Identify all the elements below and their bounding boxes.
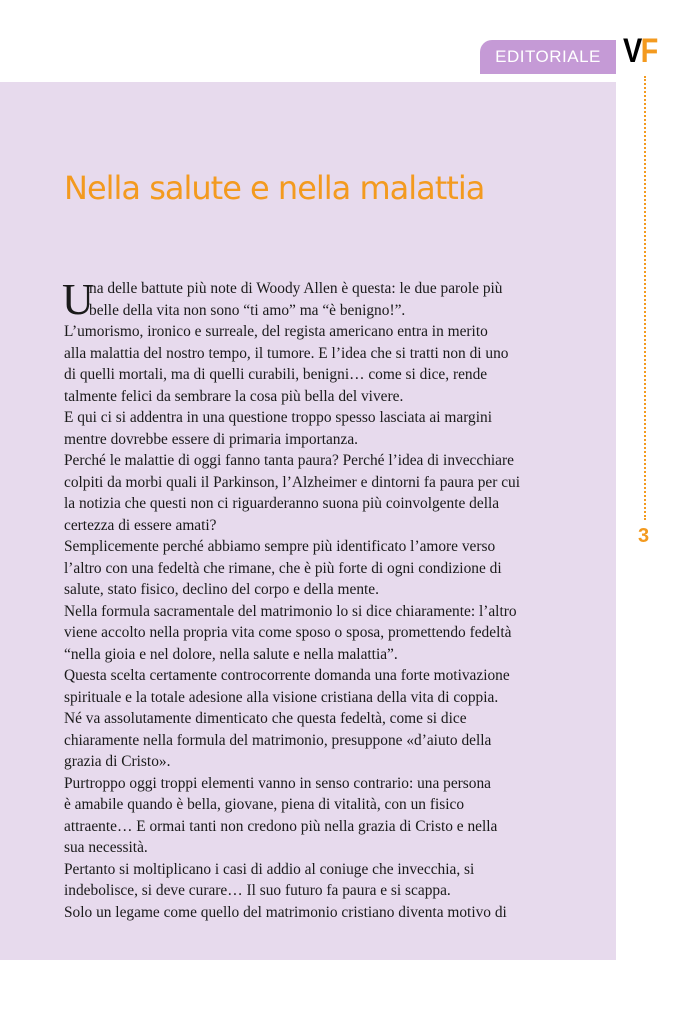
section-tab: EDITORIALE	[480, 40, 616, 74]
text-line: E qui ci si addentra in una questione troppo spesso lasciata ai margini	[64, 409, 492, 426]
text-line: Pertanto si moltiplicano i casi di addio al coniuge che invecchia, si	[64, 860, 475, 878]
text-line: viene accolto nella propria vita come sposo o sposa, promettendo fedeltà	[64, 624, 512, 641]
text-line: mentre dovrebbe essere di primaria importanza.	[64, 430, 359, 448]
opening-paragraph	[62, 275, 604, 324]
text-line: l’altro con una fedeltà che rimane, che è più forte di ogni condizione di	[64, 559, 502, 577]
text-line: Questa scelta certamente controcorrente domanda una forte motivazione	[64, 667, 510, 684]
text-line: na delle battute più note di Woody Allen è questa: le due parole più	[89, 280, 503, 297]
magazine-logo	[623, 34, 657, 68]
text-line: Purtroppo oggi troppi elementi vanno in senso contrario: una persona	[64, 774, 491, 792]
text-line: Nella formula sacramentale del matrimonio lo si dice chiaramente: l’altro	[64, 602, 517, 620]
text-line: Né va assolutamente dimenticato che questa fedeltà, come si dice	[64, 710, 467, 727]
text-line: alla malattia del nostro tempo, il tumore. E l’idea che si tratti non di uno	[64, 344, 509, 362]
logo-letter-v: V	[623, 32, 641, 70]
text-line: salute, stato fisico, declino del corpo e della mente.	[64, 581, 379, 598]
text-line: è amabile quando è bella, giovane, piena di vitalità, con un fisico	[64, 796, 465, 813]
text-line: Perché le malattie di oggi fanno tanta paura? Perché l’idea di invecchiare	[64, 452, 514, 469]
logo-letter-f: F	[640, 32, 657, 70]
text-line: Semplicemente perché abbiamo sempre più identificato l’amore verso	[64, 538, 496, 555]
text-line: chiaramente nella formula del matrimonio, presuppone «d’aiuto della	[64, 731, 492, 749]
text-line: grazia di Cristo».	[64, 753, 171, 770]
text-line: attraente… E ormai tanti non credono più nella grazia di Cristo e nella	[64, 817, 498, 835]
text-line: certezza di essere amati?	[64, 516, 217, 534]
text-line: di quelli mortali, ma di quelli curabili, benigni… come si dice, rende	[64, 366, 488, 383]
text-line: la notizia che questi non ci riguarderanno suona più coinvolgente della	[64, 495, 500, 512]
page-number: 3	[638, 525, 650, 547]
article-title: Nella salute e nella malattia	[64, 169, 485, 207]
text-line: colpiti da morbi quali il Parkinson, l’Alzheimer e dintorni fa paura per cui	[64, 473, 521, 491]
text-line: sua necessità.	[64, 839, 148, 856]
text-line: indebolisce, si deve curare… Il suo futuro fa paura e si scappa.	[64, 882, 451, 899]
text-line: Solo un legame come quello del matrimonio cristiano diventa motivo di	[64, 903, 507, 921]
drop-cap: U	[62, 275, 94, 324]
margin-dotted-rule	[644, 76, 646, 520]
text-line: spirituale e la totale adesione alla visione cristiana della vita di coppia.	[64, 688, 499, 706]
text-line: belle della vita non sono “ti amo” ma “è benigno!”.	[89, 301, 406, 319]
text-line: talmente felici da sembrare la cosa più bella del vivere.	[64, 387, 404, 405]
text-line: L’umorismo, ironico e surreale, del regista americano entra in merito	[64, 323, 488, 340]
text-line: “nella gioia e nel dolore, nella salute e nella malattia”.	[64, 645, 398, 663]
article-body	[62, 275, 604, 923]
